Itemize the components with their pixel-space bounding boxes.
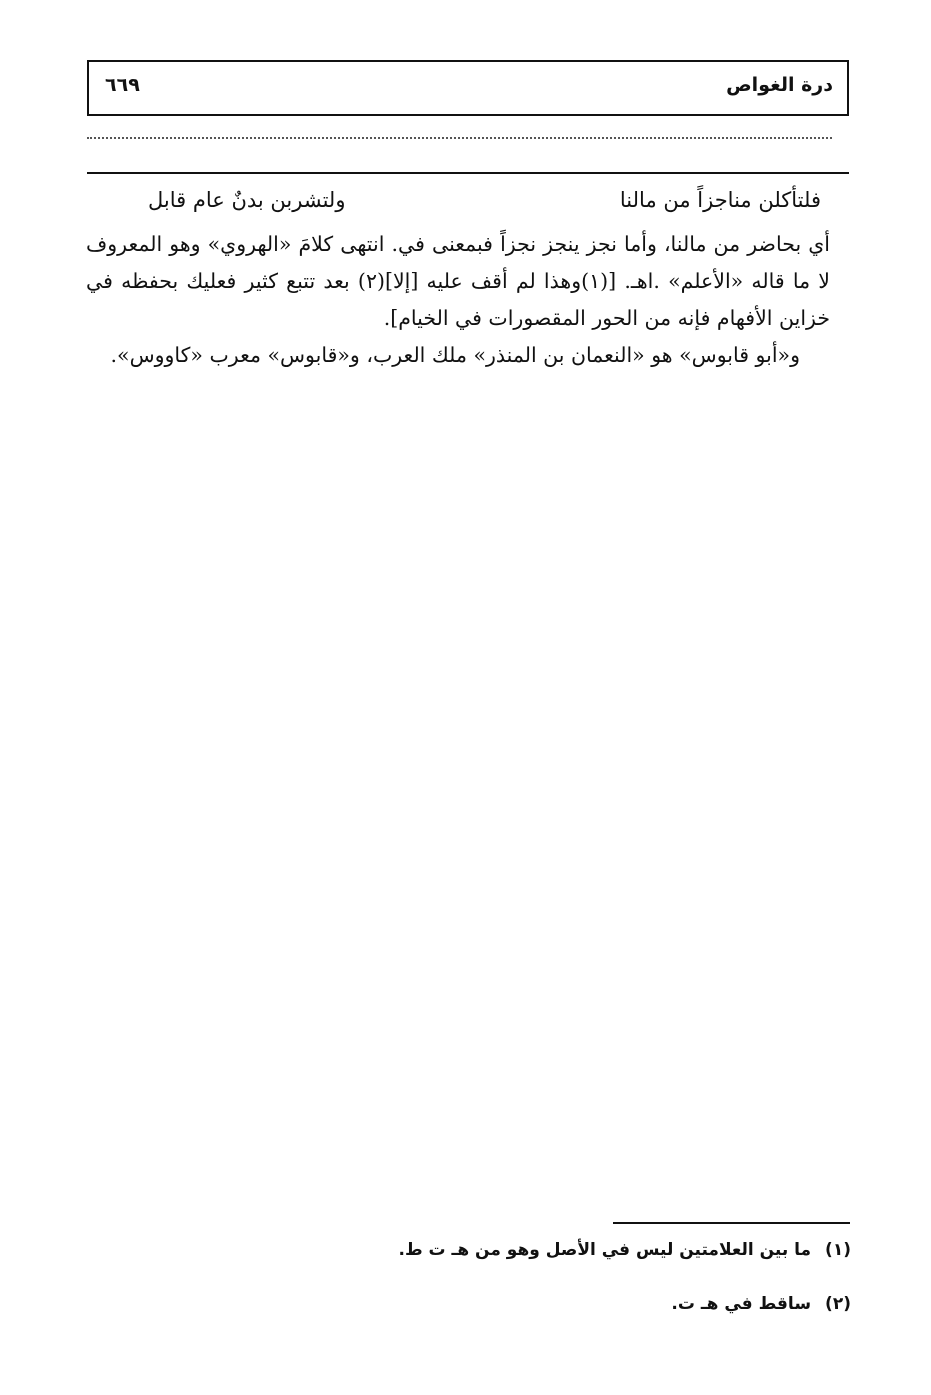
footnote-number: (٢) [825,1294,851,1314]
header-rule [87,172,849,174]
footnote-text: ساقط في هـ ت. [671,1294,812,1314]
footnote-text: ما بين العلامتين ليس في الأصل وهو من هـ ت ط. [398,1240,812,1260]
paragraph: أي بحاضر من مالنا، وأما نجز ينجز نجزاً فبمعنى في. انتهى كلامَ «الهروي» وهو المعروف لا ما قاله «الأعلم» .اهـ. [(١)وهذا لم أقف عليه [إلا](٢) بعد تتبع كثير فعليك بحفظه في خزاين الأفهام فإنه من الحور المقصورات في الخيام]. [86,232,830,330]
footnote-1 [399,1240,852,1260]
footnote-number: (١) [825,1240,851,1260]
body-text [86,226,830,374]
dotted-divider [87,137,832,139]
running-header [87,60,849,116]
running-title: درة الغواص [726,74,833,96]
verse-first-hemistich: فلتأكلن مناجزاً من مالنا [619,188,821,212]
paragraph: و«أبو قابوس» هو «النعمان بن المنذر» ملك العرب، و«قابوس» معرب «كاووس». [110,343,800,367]
page-number: ٦٦٩ [105,74,140,96]
verse-second-hemistich: ولتشربن بدنٌ عام قابل [148,188,346,212]
footnote-2 [671,1294,851,1314]
footnote-rule [613,1222,850,1224]
